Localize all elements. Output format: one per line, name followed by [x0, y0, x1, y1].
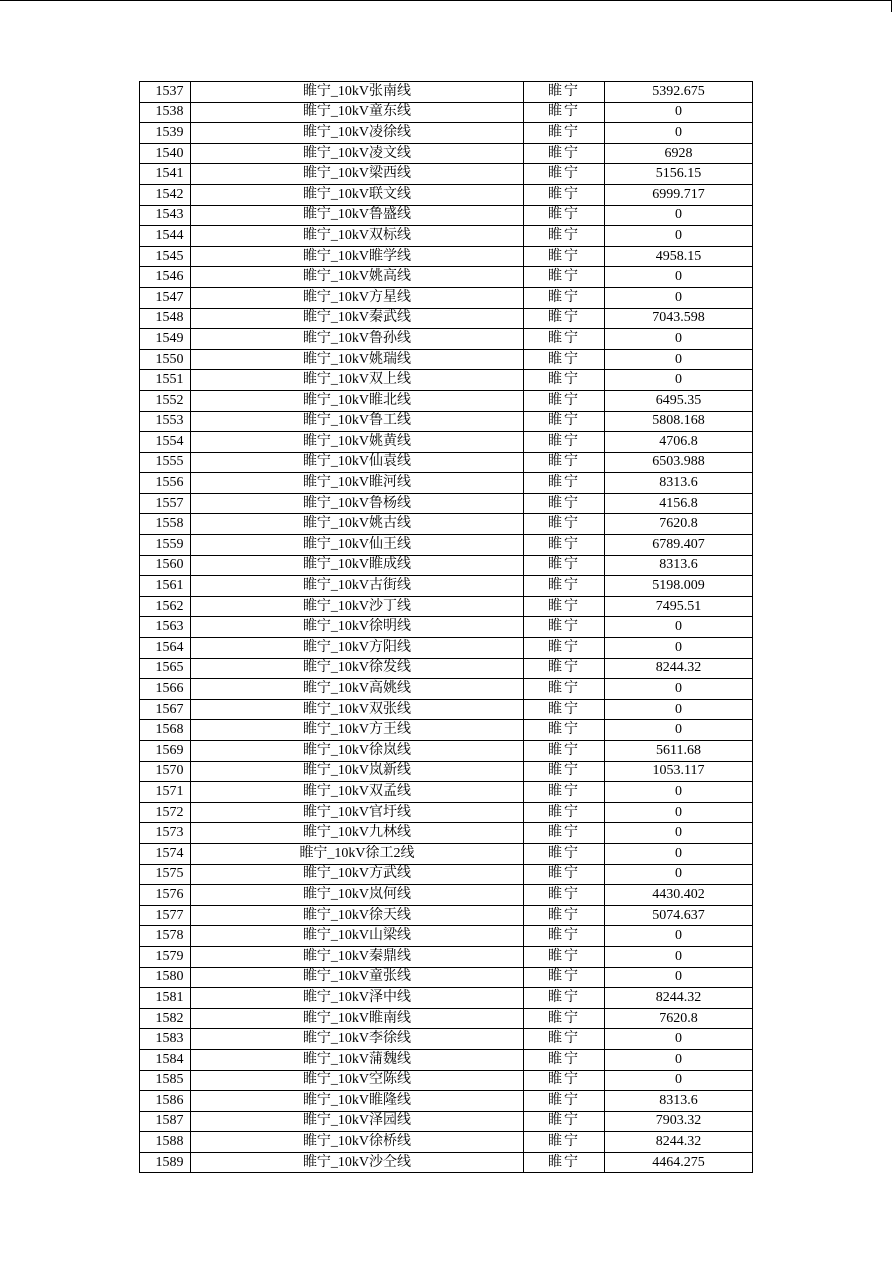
area-cell: 睢宁: [524, 1049, 605, 1070]
area-cell: 睢宁: [524, 205, 605, 226]
line-name-cell: 睢宁_10kV鲁盛线: [191, 205, 524, 226]
line-name-cell: 睢宁_10kV凌文线: [191, 143, 524, 164]
line-name-cell: 睢宁_10kV山梁线: [191, 926, 524, 947]
value-cell: 0: [605, 946, 753, 967]
table-row: [140, 617, 753, 638]
line-name-cell: 睢宁_10kV姚古线: [191, 514, 524, 535]
table-body: [140, 82, 753, 1173]
table-row: [140, 82, 753, 103]
value-cell: 8244.32: [605, 1132, 753, 1153]
table-row: [140, 802, 753, 823]
value-cell: 1053.117: [605, 761, 753, 782]
area-cell: 睢宁: [524, 1070, 605, 1091]
area-cell: 睢宁: [524, 679, 605, 700]
row-number-cell: 1547: [140, 287, 191, 308]
table-row: [140, 226, 753, 247]
value-cell: 0: [605, 1070, 753, 1091]
value-cell: 0: [605, 843, 753, 864]
table-row: [140, 267, 753, 288]
row-number-cell: 1556: [140, 473, 191, 494]
table-row: [140, 143, 753, 164]
table-row: [140, 905, 753, 926]
area-cell: 睢宁: [524, 102, 605, 123]
line-name-cell: 睢宁_10kV双上线: [191, 370, 524, 391]
value-cell: 6503.988: [605, 452, 753, 473]
value-cell: 0: [605, 287, 753, 308]
row-number-cell: 1571: [140, 782, 191, 803]
line-name-cell: 睢宁_10kV睢南线: [191, 1008, 524, 1029]
value-cell: 5611.68: [605, 741, 753, 762]
row-number-cell: 1540: [140, 143, 191, 164]
value-cell: 0: [605, 1029, 753, 1050]
line-name-cell: 睢宁_10kV童张线: [191, 967, 524, 988]
area-cell: 睢宁: [524, 329, 605, 350]
row-number-cell: 1569: [140, 741, 191, 762]
line-name-cell: 睢宁_10kV官圩线: [191, 802, 524, 823]
row-number-cell: 1542: [140, 184, 191, 205]
area-cell: 睢宁: [524, 720, 605, 741]
table-row: [140, 596, 753, 617]
area-cell: 睢宁: [524, 82, 605, 103]
row-number-cell: 1568: [140, 720, 191, 741]
area-cell: 睢宁: [524, 1029, 605, 1050]
line-name-cell: 睢宁_10kV方阳线: [191, 638, 524, 659]
value-cell: 0: [605, 329, 753, 350]
value-cell: 0: [605, 370, 753, 391]
area-cell: 睢宁: [524, 1091, 605, 1112]
area-cell: 睢宁: [524, 802, 605, 823]
line-name-cell: 睢宁_10kV方王线: [191, 720, 524, 741]
table-row: [140, 864, 753, 885]
line-name-cell: 睢宁_10kV仙袁线: [191, 452, 524, 473]
line-name-cell: 睢宁_10kV双张线: [191, 699, 524, 720]
area-cell: 睢宁: [524, 493, 605, 514]
line-name-cell: 睢宁_10kV泽中线: [191, 988, 524, 1009]
line-name-cell: 睢宁_10kV秦武线: [191, 308, 524, 329]
area-cell: 睢宁: [524, 226, 605, 247]
value-cell: 0: [605, 617, 753, 638]
line-name-cell: 睢宁_10kV沙仝线: [191, 1152, 524, 1173]
row-number-cell: 1560: [140, 555, 191, 576]
row-number-cell: 1537: [140, 82, 191, 103]
area-cell: 睢宁: [524, 864, 605, 885]
area-cell: 睢宁: [524, 390, 605, 411]
area-cell: 睢宁: [524, 184, 605, 205]
row-number-cell: 1566: [140, 679, 191, 700]
row-number-cell: 1558: [140, 514, 191, 535]
value-cell: 0: [605, 720, 753, 741]
line-name-cell: 睢宁_10kV鲁工线: [191, 411, 524, 432]
line-name-cell: 睢宁_10kV方星线: [191, 287, 524, 308]
row-number-cell: 1562: [140, 596, 191, 617]
table-row: [140, 205, 753, 226]
value-cell: 4430.402: [605, 885, 753, 906]
value-cell: 8244.32: [605, 658, 753, 679]
table-row: [140, 926, 753, 947]
line-name-cell: 睢宁_10kV双标线: [191, 226, 524, 247]
table-row: [140, 164, 753, 185]
table-row: [140, 1070, 753, 1091]
row-number-cell: 1541: [140, 164, 191, 185]
area-cell: 睢宁: [524, 1111, 605, 1132]
row-number-cell: 1545: [140, 246, 191, 267]
line-name-cell: 睢宁_10kV鲁孙线: [191, 329, 524, 350]
line-name-cell: 睢宁_10kV沙丁线: [191, 596, 524, 617]
value-cell: 8244.32: [605, 988, 753, 1009]
value-cell: 0: [605, 782, 753, 803]
area-cell: 睢宁: [524, 164, 605, 185]
value-cell: 4156.8: [605, 493, 753, 514]
table-row: [140, 452, 753, 473]
table-row: [140, 843, 753, 864]
line-data-table: [139, 81, 753, 1173]
table-row: [140, 741, 753, 762]
area-cell: 睢宁: [524, 514, 605, 535]
table-row: [140, 184, 753, 205]
value-cell: 0: [605, 926, 753, 947]
line-name-cell: 睢宁_10kV古街线: [191, 576, 524, 597]
row-number-cell: 1546: [140, 267, 191, 288]
line-name-cell: 睢宁_10kV姚瑞线: [191, 349, 524, 370]
value-cell: 7620.8: [605, 514, 753, 535]
row-number-cell: 1553: [140, 411, 191, 432]
row-number-cell: 1557: [140, 493, 191, 514]
value-cell: 6999.717: [605, 184, 753, 205]
area-cell: 睢宁: [524, 473, 605, 494]
row-number-cell: 1572: [140, 802, 191, 823]
row-number-cell: 1552: [140, 390, 191, 411]
area-cell: 睢宁: [524, 843, 605, 864]
area-cell: 睢宁: [524, 905, 605, 926]
table-row: [140, 699, 753, 720]
area-cell: 睢宁: [524, 432, 605, 453]
table-row: [140, 720, 753, 741]
row-number-cell: 1583: [140, 1029, 191, 1050]
line-name-cell: 睢宁_10kV李徐线: [191, 1029, 524, 1050]
value-cell: 5074.637: [605, 905, 753, 926]
value-cell: 0: [605, 864, 753, 885]
value-cell: 0: [605, 967, 753, 988]
value-cell: 0: [605, 267, 753, 288]
value-cell: 0: [605, 123, 753, 144]
value-cell: 7620.8: [605, 1008, 753, 1029]
row-number-cell: 1573: [140, 823, 191, 844]
table-row: [140, 988, 753, 1009]
line-name-cell: 睢宁_10kV蒲魏线: [191, 1049, 524, 1070]
line-name-cell: 睢宁_10kV姚黄线: [191, 432, 524, 453]
table-row: [140, 1111, 753, 1132]
row-number-cell: 1570: [140, 761, 191, 782]
line-name-cell: 睢宁_10kV徐桥线: [191, 1132, 524, 1153]
table-row: [140, 287, 753, 308]
row-number-cell: 1538: [140, 102, 191, 123]
area-cell: 睢宁: [524, 699, 605, 720]
line-name-cell: 睢宁_10kV徐工2线: [191, 843, 524, 864]
area-cell: 睢宁: [524, 452, 605, 473]
table-row: [140, 1049, 753, 1070]
table-row: [140, 349, 753, 370]
row-number-cell: 1576: [140, 885, 191, 906]
line-name-cell: 睢宁_10kV空陈线: [191, 1070, 524, 1091]
value-cell: 0: [605, 205, 753, 226]
line-name-cell: 睢宁_10kV睢学线: [191, 246, 524, 267]
value-cell: 6495.35: [605, 390, 753, 411]
area-cell: 睢宁: [524, 308, 605, 329]
line-name-cell: 睢宁_10kV仙王线: [191, 535, 524, 556]
value-cell: 0: [605, 802, 753, 823]
value-cell: 4464.275: [605, 1152, 753, 1173]
table-row: [140, 370, 753, 391]
area-cell: 睢宁: [524, 638, 605, 659]
area-cell: 睢宁: [524, 988, 605, 1009]
table-row: [140, 493, 753, 514]
row-number-cell: 1564: [140, 638, 191, 659]
row-number-cell: 1579: [140, 946, 191, 967]
table-row: [140, 967, 753, 988]
table-row: [140, 823, 753, 844]
table-row: [140, 1091, 753, 1112]
table-row: [140, 638, 753, 659]
line-name-cell: 睢宁_10kV九林线: [191, 823, 524, 844]
row-number-cell: 1581: [140, 988, 191, 1009]
area-cell: 睢宁: [524, 123, 605, 144]
value-cell: 8313.6: [605, 555, 753, 576]
value-cell: 0: [605, 1049, 753, 1070]
value-cell: 0: [605, 102, 753, 123]
line-name-cell: 睢宁_10kV秦鼎线: [191, 946, 524, 967]
value-cell: 5808.168: [605, 411, 753, 432]
table-row: [140, 946, 753, 967]
table-row: [140, 411, 753, 432]
table-row: [140, 679, 753, 700]
line-name-cell: 睢宁_10kV睢成线: [191, 555, 524, 576]
table-row: [140, 782, 753, 803]
row-number-cell: 1588: [140, 1132, 191, 1153]
value-cell: 7495.51: [605, 596, 753, 617]
line-name-cell: 睢宁_10kV高姚线: [191, 679, 524, 700]
area-cell: 睢宁: [524, 782, 605, 803]
row-number-cell: 1575: [140, 864, 191, 885]
table-row: [140, 658, 753, 679]
value-cell: 5198.009: [605, 576, 753, 597]
value-cell: 0: [605, 699, 753, 720]
value-cell: 0: [605, 679, 753, 700]
value-cell: 5156.15: [605, 164, 753, 185]
area-cell: 睢宁: [524, 576, 605, 597]
row-number-cell: 1548: [140, 308, 191, 329]
row-number-cell: 1551: [140, 370, 191, 391]
line-name-cell: 睢宁_10kV岚新线: [191, 761, 524, 782]
area-cell: 睢宁: [524, 143, 605, 164]
row-number-cell: 1554: [140, 432, 191, 453]
row-number-cell: 1580: [140, 967, 191, 988]
area-cell: 睢宁: [524, 349, 605, 370]
line-name-cell: 睢宁_10kV凌徐线: [191, 123, 524, 144]
row-number-cell: 1574: [140, 843, 191, 864]
table-row: [140, 885, 753, 906]
row-number-cell: 1585: [140, 1070, 191, 1091]
line-name-cell: 睢宁_10kV徐天线: [191, 905, 524, 926]
row-number-cell: 1543: [140, 205, 191, 226]
line-name-cell: 睢宁_10kV联文线: [191, 184, 524, 205]
line-name-cell: 睢宁_10kV徐明线: [191, 617, 524, 638]
line-name-cell: 睢宁_10kV双孟线: [191, 782, 524, 803]
page-top-rule: [0, 0, 892, 1]
area-cell: 睢宁: [524, 926, 605, 947]
table-row: [140, 308, 753, 329]
line-name-cell: 睢宁_10kV徐发线: [191, 658, 524, 679]
row-number-cell: 1586: [140, 1091, 191, 1112]
row-number-cell: 1539: [140, 123, 191, 144]
value-cell: 0: [605, 226, 753, 247]
value-cell: 5392.675: [605, 82, 753, 103]
table-row: [140, 246, 753, 267]
line-name-cell: 睢宁_10kV徐岚线: [191, 741, 524, 762]
area-cell: 睢宁: [524, 1008, 605, 1029]
line-name-cell: 睢宁_10kV睢北线: [191, 390, 524, 411]
table-row: [140, 1152, 753, 1173]
line-name-cell: 睢宁_10kV方武线: [191, 864, 524, 885]
table-row: [140, 390, 753, 411]
row-number-cell: 1587: [140, 1111, 191, 1132]
line-name-cell: 睢宁_10kV张南线: [191, 82, 524, 103]
value-cell: 7043.598: [605, 308, 753, 329]
table-row: [140, 514, 753, 535]
area-cell: 睢宁: [524, 287, 605, 308]
row-number-cell: 1550: [140, 349, 191, 370]
line-name-cell: 睢宁_10kV鲁杨线: [191, 493, 524, 514]
value-cell: 8313.6: [605, 473, 753, 494]
area-cell: 睢宁: [524, 267, 605, 288]
area-cell: 睢宁: [524, 555, 605, 576]
area-cell: 睢宁: [524, 596, 605, 617]
value-cell: 6928: [605, 143, 753, 164]
area-cell: 睢宁: [524, 617, 605, 638]
row-number-cell: 1559: [140, 535, 191, 556]
line-name-cell: 睢宁_10kV岚何线: [191, 885, 524, 906]
row-number-cell: 1563: [140, 617, 191, 638]
area-cell: 睢宁: [524, 411, 605, 432]
area-cell: 睢宁: [524, 658, 605, 679]
area-cell: 睢宁: [524, 1132, 605, 1153]
area-cell: 睢宁: [524, 823, 605, 844]
row-number-cell: 1584: [140, 1049, 191, 1070]
row-number-cell: 1561: [140, 576, 191, 597]
row-number-cell: 1544: [140, 226, 191, 247]
line-name-cell: 睢宁_10kV睢隆线: [191, 1091, 524, 1112]
value-cell: 4958.15: [605, 246, 753, 267]
row-number-cell: 1589: [140, 1152, 191, 1173]
area-cell: 睢宁: [524, 741, 605, 762]
row-number-cell: 1549: [140, 329, 191, 350]
line-name-cell: 睢宁_10kV泽园线: [191, 1111, 524, 1132]
area-cell: 睢宁: [524, 1152, 605, 1173]
value-cell: 6789.407: [605, 535, 753, 556]
value-cell: 0: [605, 349, 753, 370]
area-cell: 睢宁: [524, 370, 605, 391]
row-number-cell: 1578: [140, 926, 191, 947]
value-cell: 0: [605, 638, 753, 659]
table-row: [140, 432, 753, 453]
table-row: [140, 123, 753, 144]
area-cell: 睢宁: [524, 946, 605, 967]
value-cell: 0: [605, 823, 753, 844]
table-row: [140, 761, 753, 782]
line-name-cell: 睢宁_10kV睢河线: [191, 473, 524, 494]
row-number-cell: 1555: [140, 452, 191, 473]
table-row: [140, 473, 753, 494]
table-row: [140, 1029, 753, 1050]
row-number-cell: 1567: [140, 699, 191, 720]
line-name-cell: 睢宁_10kV童东线: [191, 102, 524, 123]
row-number-cell: 1582: [140, 1008, 191, 1029]
table-row: [140, 535, 753, 556]
table-row: [140, 329, 753, 350]
table-row: [140, 1008, 753, 1029]
area-cell: 睢宁: [524, 761, 605, 782]
table-row: [140, 102, 753, 123]
table-row: [140, 576, 753, 597]
row-number-cell: 1577: [140, 905, 191, 926]
line-name-cell: 睢宁_10kV梁西线: [191, 164, 524, 185]
value-cell: 4706.8: [605, 432, 753, 453]
line-name-cell: 睢宁_10kV姚高线: [191, 267, 524, 288]
value-cell: 7903.32: [605, 1111, 753, 1132]
area-cell: 睢宁: [524, 535, 605, 556]
row-number-cell: 1565: [140, 658, 191, 679]
table-row: [140, 555, 753, 576]
value-cell: 8313.6: [605, 1091, 753, 1112]
area-cell: 睢宁: [524, 246, 605, 267]
area-cell: 睢宁: [524, 967, 605, 988]
area-cell: 睢宁: [524, 885, 605, 906]
table-row: [140, 1132, 753, 1153]
